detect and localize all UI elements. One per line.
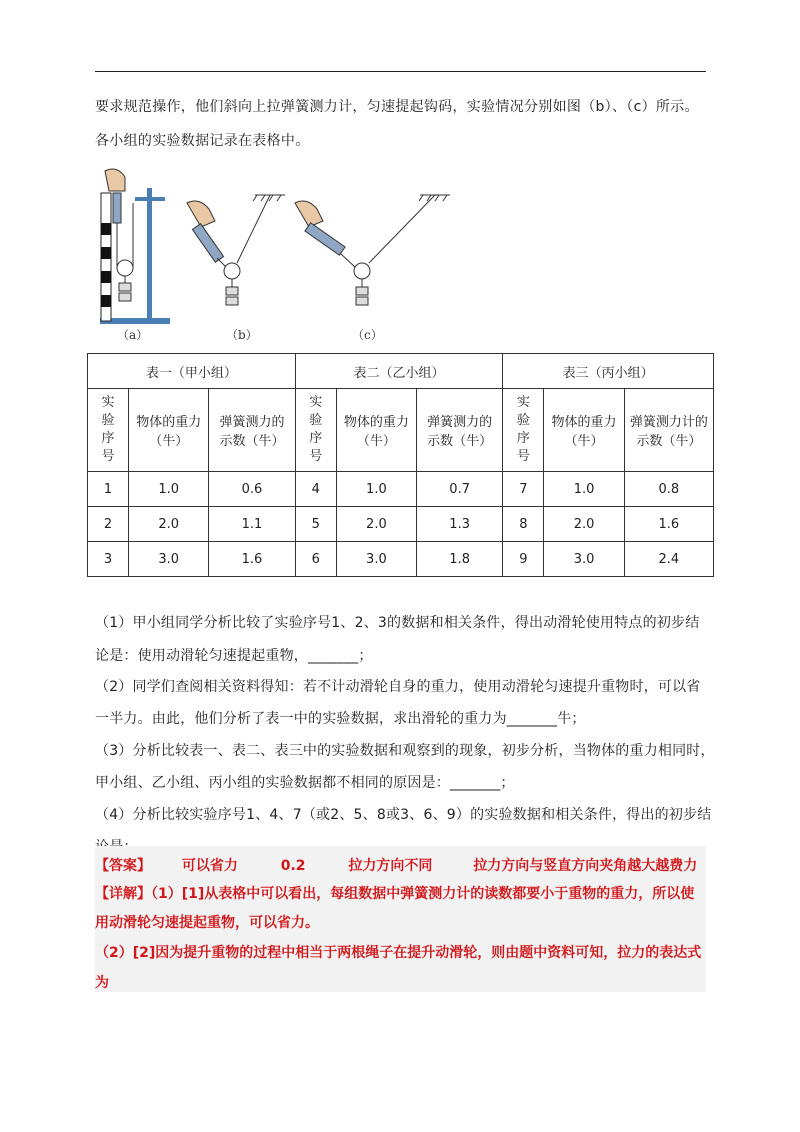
col-header-text: 实 验 序 号 xyxy=(101,395,115,464)
col-header xyxy=(417,389,503,472)
table-cell: 1.1 xyxy=(209,507,295,542)
detail-line-1: 【详解】（1）[1]从表格中可以看出，每组数据中弹簧测力计的读数都要小于重物的重力，所以使 xyxy=(95,886,695,902)
table-cell: 2.0 xyxy=(336,507,416,542)
table-cell: 2.0 xyxy=(129,507,209,542)
question-3-line-2: 甲小组、乙小组、丙小组的实验数据都不相同的原因是：_______； xyxy=(95,775,515,791)
col-header xyxy=(88,389,129,472)
table-cell: 1 xyxy=(88,472,129,507)
answer-item-4: 拉力方向与竖直方向夹角越大越费力 xyxy=(473,858,698,874)
question-3-line-1: （3）分析比较表一、表二、表三中的实验数据和观察到的现象，初步分析，当物体的重力相同时， xyxy=(95,743,715,759)
table-cell: 0.6 xyxy=(209,472,295,507)
detail-line-3: （2）[2]因为提升重物的过程中相当于两根绳子在提升动滑轮，则由题中资料可知，拉力的表达式 xyxy=(95,945,702,961)
col-header-text: 弹簧测力的 示数（牛） xyxy=(427,415,493,449)
table-cell: 1.6 xyxy=(209,542,295,577)
col-header-text: 物体的重力 （牛） xyxy=(343,415,409,449)
table-cell: 2.4 xyxy=(624,542,713,577)
table-group-row xyxy=(88,354,714,389)
col-header-text: 弹簧测力的 示数（牛） xyxy=(219,415,285,449)
table-cell: 5 xyxy=(295,507,336,542)
question-1-line-2: 论是：使用动滑轮匀速提起重物，_______； xyxy=(95,648,373,664)
experiment-data-table xyxy=(87,353,714,577)
group-header-2: 表二（乙小组） xyxy=(295,354,503,389)
col-header xyxy=(503,389,544,472)
question-2-line-2: 一半力。由此，他们分析了表一中的实验数据，求出滑轮的重力为_______牛； xyxy=(95,711,586,727)
col-header xyxy=(624,389,713,472)
figure-label-c: （c） xyxy=(352,328,383,342)
experiment-figure xyxy=(95,163,495,348)
col-header-text: 物体的重力 （牛） xyxy=(551,415,617,449)
table-cell: 2.0 xyxy=(544,507,624,542)
table-row xyxy=(88,472,714,507)
table-cell: 1.6 xyxy=(624,507,713,542)
question-4-line-1: （4）分析比较实验序号1、4、7（或2、5、8或3、6、9）的实验数据和相关条件，得出的初步结 xyxy=(95,807,712,823)
table-cell: 3.0 xyxy=(544,542,624,577)
table-cell: 1.3 xyxy=(417,507,503,542)
table-row xyxy=(88,507,714,542)
intro-line-1: 要求规范操作，他们斜向上拉弹簧测力计，匀速提起钩码，实验情况分别如图（b）、（c）所示。 xyxy=(95,99,699,115)
col-header xyxy=(544,389,624,472)
col-header-text: 实 验 序 号 xyxy=(516,395,530,464)
header-rule xyxy=(95,71,706,72)
group-header-1: 表一（甲小组） xyxy=(88,354,296,389)
table-cell: 3 xyxy=(88,542,129,577)
table-header-row xyxy=(88,389,714,472)
answer-item-3: 拉力方向不同 xyxy=(348,858,433,874)
table-cell: 7 xyxy=(503,472,544,507)
figure-c-apparatus xyxy=(295,195,450,305)
figure-a-apparatus xyxy=(100,169,170,324)
detail-line-4: 为 xyxy=(95,975,109,991)
table-cell: 1.8 xyxy=(417,542,503,577)
table-cell: 1.0 xyxy=(544,472,624,507)
question-2-line-1: （2）同学们查阅相关资料得知：若不计动滑轮自身的重力，使用动滑轮匀速提升重物时，可以省 xyxy=(95,679,701,695)
figure-label-a: （a） xyxy=(117,328,149,342)
figure-b-apparatus xyxy=(187,195,285,305)
group-header-3: 表三（丙小组） xyxy=(503,354,714,389)
col-header xyxy=(129,389,209,472)
table-row xyxy=(88,542,714,577)
intro-line-2: 各小组的实验数据记录在表格中。 xyxy=(95,133,310,149)
table-cell: 0.8 xyxy=(624,472,713,507)
figure-label-b: （b） xyxy=(226,328,258,342)
table-cell: 3.0 xyxy=(129,542,209,577)
table-cell: 1.0 xyxy=(336,472,416,507)
answer-item-1: 可以省力 xyxy=(181,858,238,874)
answer-line xyxy=(95,855,697,875)
col-header xyxy=(336,389,416,472)
answer-label: 【答案】 xyxy=(95,858,151,874)
col-header xyxy=(295,389,336,472)
table-cell: 6 xyxy=(295,542,336,577)
detail-line-2: 用动滑轮匀速提起重物，可以省力。 xyxy=(95,915,319,931)
table-cell: 1.0 xyxy=(129,472,209,507)
table-cell: 0.7 xyxy=(417,472,503,507)
answer-item-2: 0.2 xyxy=(280,858,306,874)
table-cell: 9 xyxy=(503,542,544,577)
col-header xyxy=(209,389,295,472)
table-cell: 8 xyxy=(503,507,544,542)
question-1-line-1: （1）甲小组同学分析比较了实验序号1、2、3的数据和相关条件，得出动滑轮使用特点的初步结 xyxy=(95,615,700,631)
col-header-text: 弹簧测力计的 示数（牛） xyxy=(629,415,708,449)
col-header-text: 实 验 序 号 xyxy=(309,395,323,464)
table-cell: 3.0 xyxy=(336,542,416,577)
col-header-text: 物体的重力 （牛） xyxy=(136,415,202,449)
table-cell: 4 xyxy=(295,472,336,507)
table-cell: 2 xyxy=(88,507,129,542)
